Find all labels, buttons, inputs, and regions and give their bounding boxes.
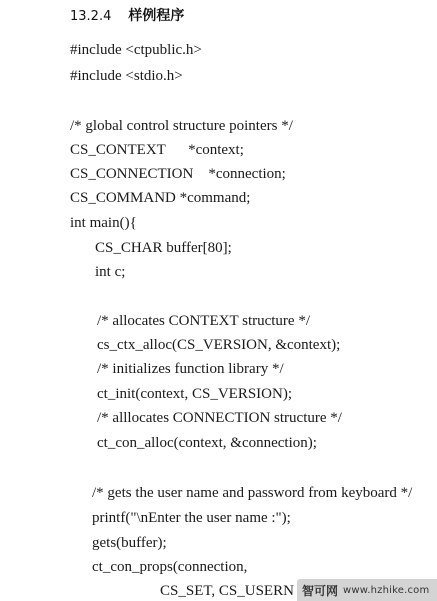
code-comment-user-input: /* gets the user name and password from keyboard */ <box>92 485 413 501</box>
site-watermark <box>297 579 437 601</box>
code-line-con-props: ct_con_props(connection, <box>92 559 248 575</box>
watermark-brand: 智可网 <box>302 583 339 598</box>
code-line-include-stdio: #include <stdio.h> <box>70 68 183 84</box>
section-heading <box>70 6 184 26</box>
code-line-decl-connection: CS_CONNECTION *connection; <box>70 166 286 182</box>
code-line-main: int main(){ <box>70 215 137 231</box>
code-line-ct-init: ct_init(context, CS_VERSION); <box>97 386 292 402</box>
code-comment-connection: /* alllocates CONNECTION structure */ <box>97 410 342 426</box>
code-comment-global: /* global control structure pointers */ <box>70 118 293 134</box>
code-line-con-props-args: CS_SET, CS_USERN <box>160 583 294 599</box>
code-line-gets: gets(buffer); <box>92 535 167 551</box>
section-title: 样例程序 <box>128 8 185 24</box>
code-line-decl-c: int c; <box>95 264 126 280</box>
watermark-url: www.hzhike.com <box>343 584 430 596</box>
code-line-decl-buffer: CS_CHAR buffer[80]; <box>95 240 232 256</box>
code-line-decl-context: CS_CONTEXT *context; <box>70 142 244 158</box>
section-number: 13.2.4 <box>70 9 112 24</box>
code-line-con-alloc: ct_con_alloc(context, &connection); <box>97 435 317 451</box>
code-comment-context: /* allocates CONTEXT structure */ <box>97 313 311 329</box>
code-line-decl-command: CS_COMMAND *command; <box>70 190 251 206</box>
code-line-printf: printf("\nEnter the user name :"); <box>92 510 291 526</box>
code-line-ctx-alloc: cs_ctx_alloc(CS_VERSION, &context); <box>97 337 341 353</box>
code-comment-init: /* initializes function library */ <box>97 361 284 377</box>
code-line-include-ctpublic: #include <ctpublic.h> <box>70 42 202 58</box>
